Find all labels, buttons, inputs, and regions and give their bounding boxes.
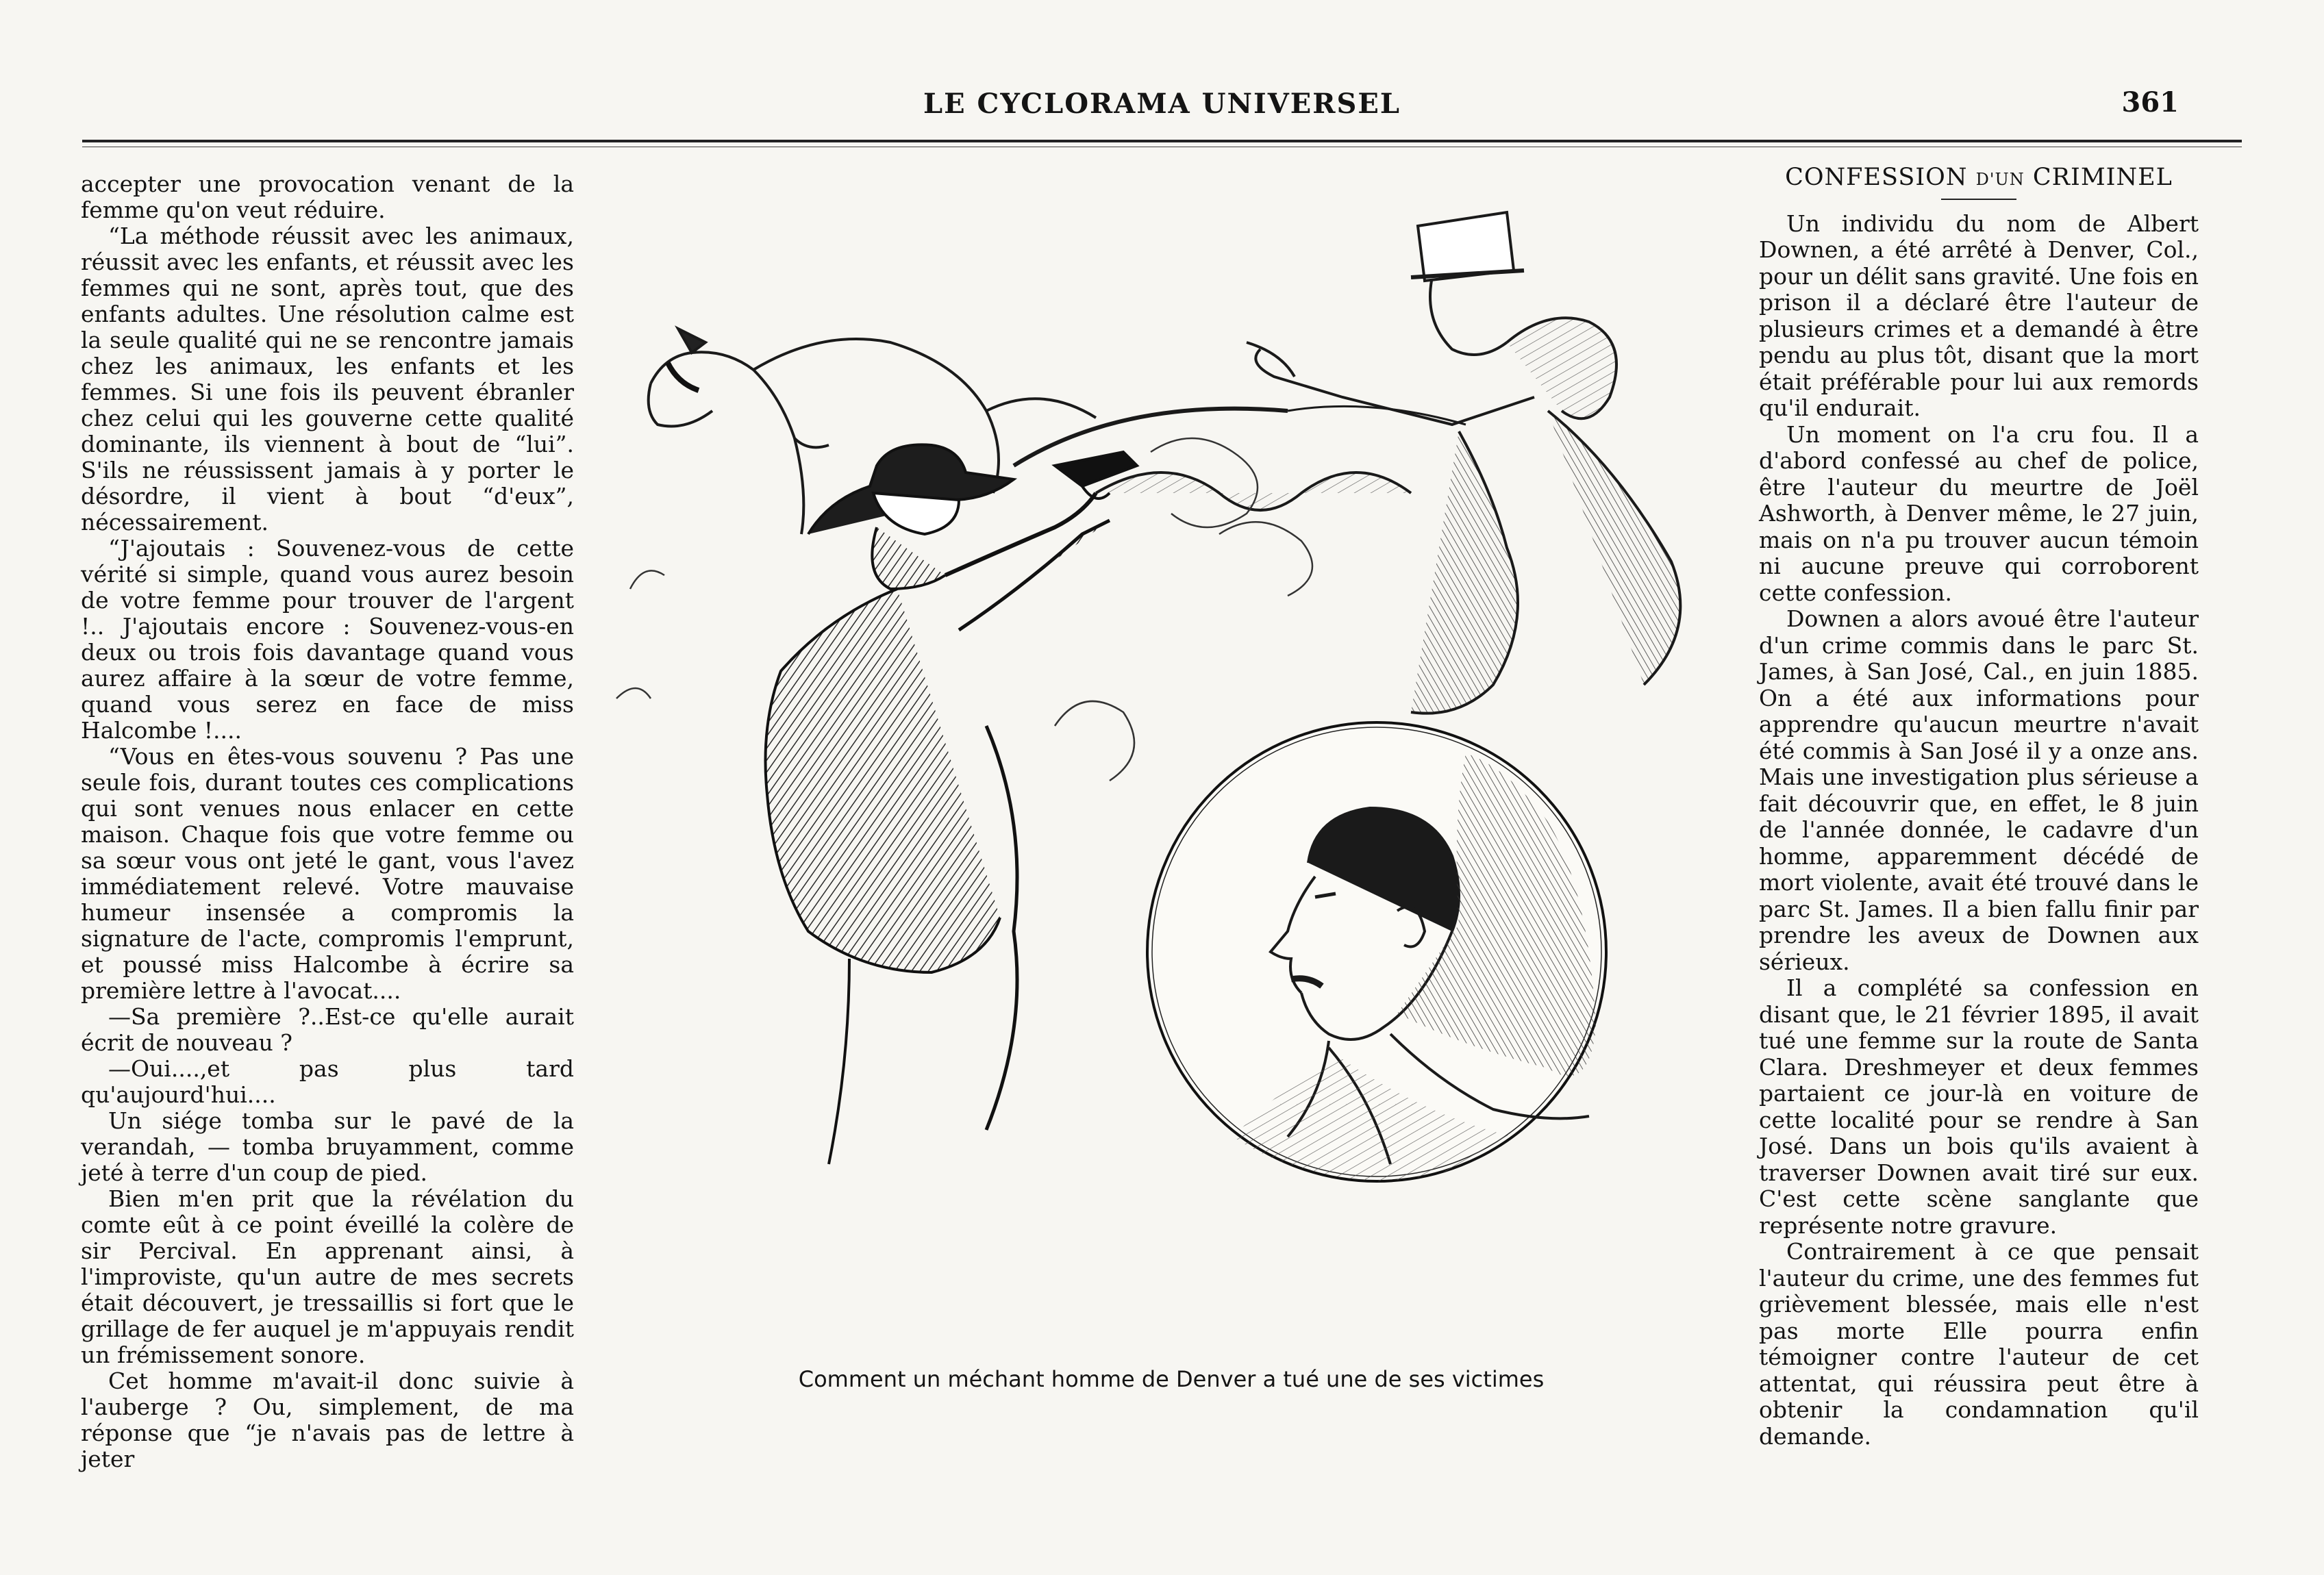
paragraph: —Oui....,et pas plus tard qu'aujourd'hui....: [81, 1055, 574, 1108]
gunman-figure: [766, 444, 1138, 1164]
running-title: LE CYCLORAMA UNIVERSEL: [923, 88, 1401, 120]
paragraph: Un siége tomba sur le pavé de la verandah, — tomba bruyamment, comme jeté à terre d'un coup de pied.: [81, 1107, 574, 1186]
paragraph: —Sa première ?..Est-ce qu'elle aurait écrit de nouveau ?: [81, 1003, 574, 1056]
paragraph: Un moment on l'a cru fou. Il a d'abord confessé au chef de police, être l'auteur du meurtre de Joël Ashworth, à Denver même, le 27 juin, mais on n'a pu trouver aucun témoin ni aucune preuve qui corroborent cette confession.: [1759, 420, 2199, 606]
heading-part: CONFESSION: [1785, 164, 1968, 191]
illustration-caption: Comment un méchant homme de Denver a tué une de ses victimes: [798, 1366, 1545, 1392]
heading-part-small: D'UN: [1975, 170, 2025, 189]
portrait-medallion: [1147, 722, 1606, 1181]
article-heading: [1759, 164, 2199, 193]
page-number: 361: [2121, 86, 2179, 118]
horse-figure: [649, 329, 1466, 534]
paragraph: “Vous en êtes-vous souvenu ? Pas une seule fois, durant toutes ces complications qui sont venues nous enlacer en cette maison. Chaque fois que votre femme ou sa sœur vous ont jeté le gant, vous l'avez immédiatement relevé. Votre mauvaise humeur insensée a compromis la signature de l'acte, compromis l'emprunt, et poussé miss Halcombe à écrire sa première lettre à l'avocat....: [81, 743, 574, 1004]
paragraph: “J'ajoutais : Souvenez-vous de cette vérité si simple, quand vous aurez besoin de votre femme pour trouver de l'argent !.. J'ajoutais encore : Souvenez-vous-en deux ou trois fois davantage quand vous aurez affaire à la sœur de votre femme, quand vous serez en face de miss Halcombe !....: [81, 535, 574, 744]
woman-figure: [1247, 212, 1680, 714]
heading-part: CRIMINEL: [2032, 164, 2173, 191]
paragraph: Contrairement à ce que pensait l'auteur du crime, une des femmes fut grièvement blessée, mais elle n'est pas morte Elle pourra enfin témoigner contre l'auteur de cet attentat, qui réussira peut être à obtenir la condamnation qu'il demande.: [1759, 1238, 2199, 1450]
paragraph: Cet homme m'avait-il donc suivie à l'auberge ? Ou, simplement, de ma réponse que “je n'avais pas de lettre à jeter: [81, 1368, 574, 1472]
paragraph: Bien m'en prit que la révélation du comte eût à ce point éveillé la colère de sir Percival. En apprenant ainsi, à l'improviste, qu'un autre de mes secrets était découvert, je tressaillis si fort que le grillage de fer auquel je m'appuyais rendit un frémissement sonore.: [81, 1185, 574, 1368]
left-text-column: [81, 171, 574, 1472]
engraving-illustration: [603, 205, 1740, 1335]
paragraph: Downen a alors avoué être l'auteur d'un crime commis dans le parc St. James, à San José, Cal., en juin 1885. On a été aux informations pour apprendre qu'aucun meurtre n'avait été commis à San José il y a onze ans. Mais une investigation plus sérieuse a fait découvrir que, en effet, le 8 juin de l'année donnée, le cadavre d'un homme, apparemment décédé de mort violente, avait été trouvé dans le parc St. James. Il a bien fallu finir par prendre les aveux de Downen aux sérieux.: [1759, 605, 2199, 975]
paragraph: “La méthode réussit avec les animaux, réussit avec les enfants, et réussit avec les femmes qui ne sont, après tout, que des enfants adultes. Une résolution calme est la seule qualité qui ne se rencontre jamais chez les animaux, les enfants et les femmes. Si une fois ils peuvent ébranler chez celui qui les gouverne cette qualité dominante, ils viennent à bout de “lui”. S'ils ne réussissent jamais à y porter le désordre, il vient à bout “d'eux”, nécessairement.: [81, 223, 574, 536]
right-text-column: [1759, 164, 2199, 1465]
header-rule: [82, 140, 2242, 142]
paragraph: Un individu du nom de Albert Downen, a été arrêté à Denver, Col., pour un délit sans gravité. Une fois en prison il a déclaré être l'auteur de plusieurs crimes et a demandé à être pendu au plus tôt, disant que la mort était préférable pour lui aux remords qu'il endurait.: [1759, 210, 2199, 421]
paragraph: Il a complété sa confession en disant que, le 21 février 1895, il avait tué une femme sur la route de Santa Clara. Dreshmeyer et deux femmes partaient ce jour-là en voiture de cette localité pour se rendre à San José. Dans un bois qu'ils avaient à traverser Downen avait tiré sur eux. C'est cette scène sanglante que représente notre gravure.: [1759, 974, 2199, 1239]
paragraph: accepter une provocation venant de la femme qu'on veut réduire.: [81, 171, 574, 223]
heading-rule: [1941, 199, 2016, 200]
